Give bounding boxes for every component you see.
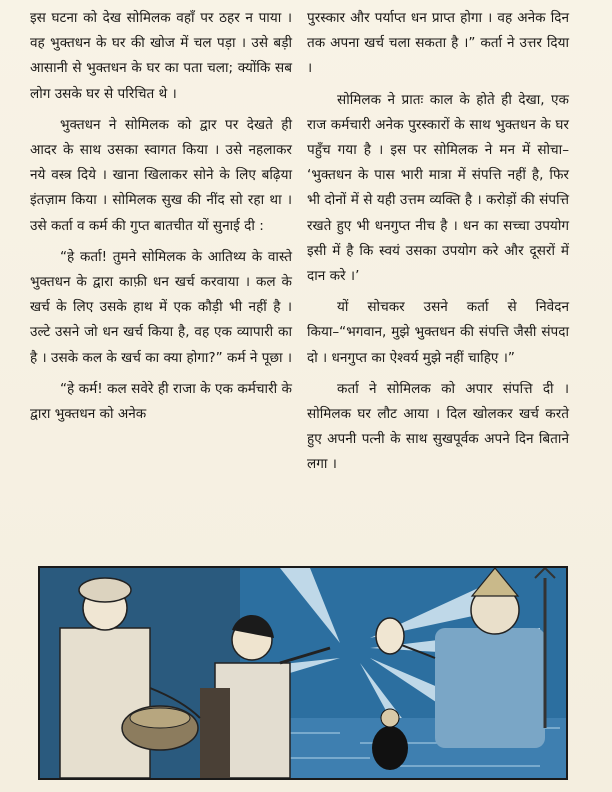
paragraph: सोमिलक ने प्रातः काल के होते ही देखा, एक राज कर्मचारी अनेक पुरस्कारों के साथ भुक्तधन के घर पहुँच गया है । इस पर सोमिलक ने मन में सोचा– ‘भुक्तधन के पास भारी मात्रा में संपत्ति नहीं है, फिर भी दोनों में से यही उत्तम व्यक्ति है । करोड़ों की संपत्ति रखते हुए भी धनगुप्त नीच है । धन का सच्चा उपयोग इसी में है कि स्वयं उसका उपयोग करे और दूसरों में दान करे ।’ [307,91,569,285]
basket [122,706,198,750]
illustration-drawing [40,568,566,778]
paragraph: भुक्तधन ने सोमिलक को द्वार पर देखते ही आदर के साथ उसका स्वागत किया । उसे नहलाकर नये वस्त्र दिये । खाना खिलाकर सोने के लिए बढ़िया इंतज़ाम किया । सोमिलक सुख की नींद सो रहा था । उसे कर्ता व कर्म की गुप्त बातचीत यों सुनाई दी : [30,116,292,234]
paragraph: पुरस्कार और पर्याप्त धन प्राप्त होगा । वह अनेक दिन तक अपना खर्च चला सकता है ।” कर्ता ने उत्तर दिया । [307,10,569,77]
left-text-column [30,6,292,427]
story-illustration [38,566,568,780]
paragraph: “हे कर्म! कल सवेरे ही राजा के एक कर्मचारी के द्वारा भुक्तधन को अनेक [30,380,292,423]
paragraph: कर्ता ने सोमिलक को अपार संपत्ति दी । सोमिलक घर लौट आया । दिल खोलकर खर्च करते हुए अपनी पत्नी के साथ सुखपूर्वक अपने दिन बिताने लगा । [307,380,569,473]
paragraph: इस घटना को देख सोमिलक वहाँ पर ठहर न पाया । वह भुक्तधन के घर की खोज में चल पड़ा । उसे बड़ी आसानी से भुक्तधन के घर का पता चला; क्योंकि सब लोग उसके घर से परिचित थे । [30,10,292,102]
paragraph: यों सोचकर उसने कर्ता से निवेदन किया–“भगवान, मुझे भुक्तधन की संपत्ति जैसी संपदा दो । धनगुप्त का ऐश्वर्य मुझे नहीं चाहिए ।” [307,299,569,366]
paragraph: “हे कर्ता! तुमने सोमिलक के आतिथ्य के वास्ते भुक्तधन के द्वारा काफ़ी धन खर्च करवाया । कल के खर्च के लिए उसके हाथ में एक कौड़ी भी नहीं है । उल्टे उसने जो धन खर्च किया है, वह एक व्यापारी का है । उसके कल के खर्च का क्या होगा?” कर्म ने पूछा । [30,248,292,366]
right-text-column [307,6,569,478]
